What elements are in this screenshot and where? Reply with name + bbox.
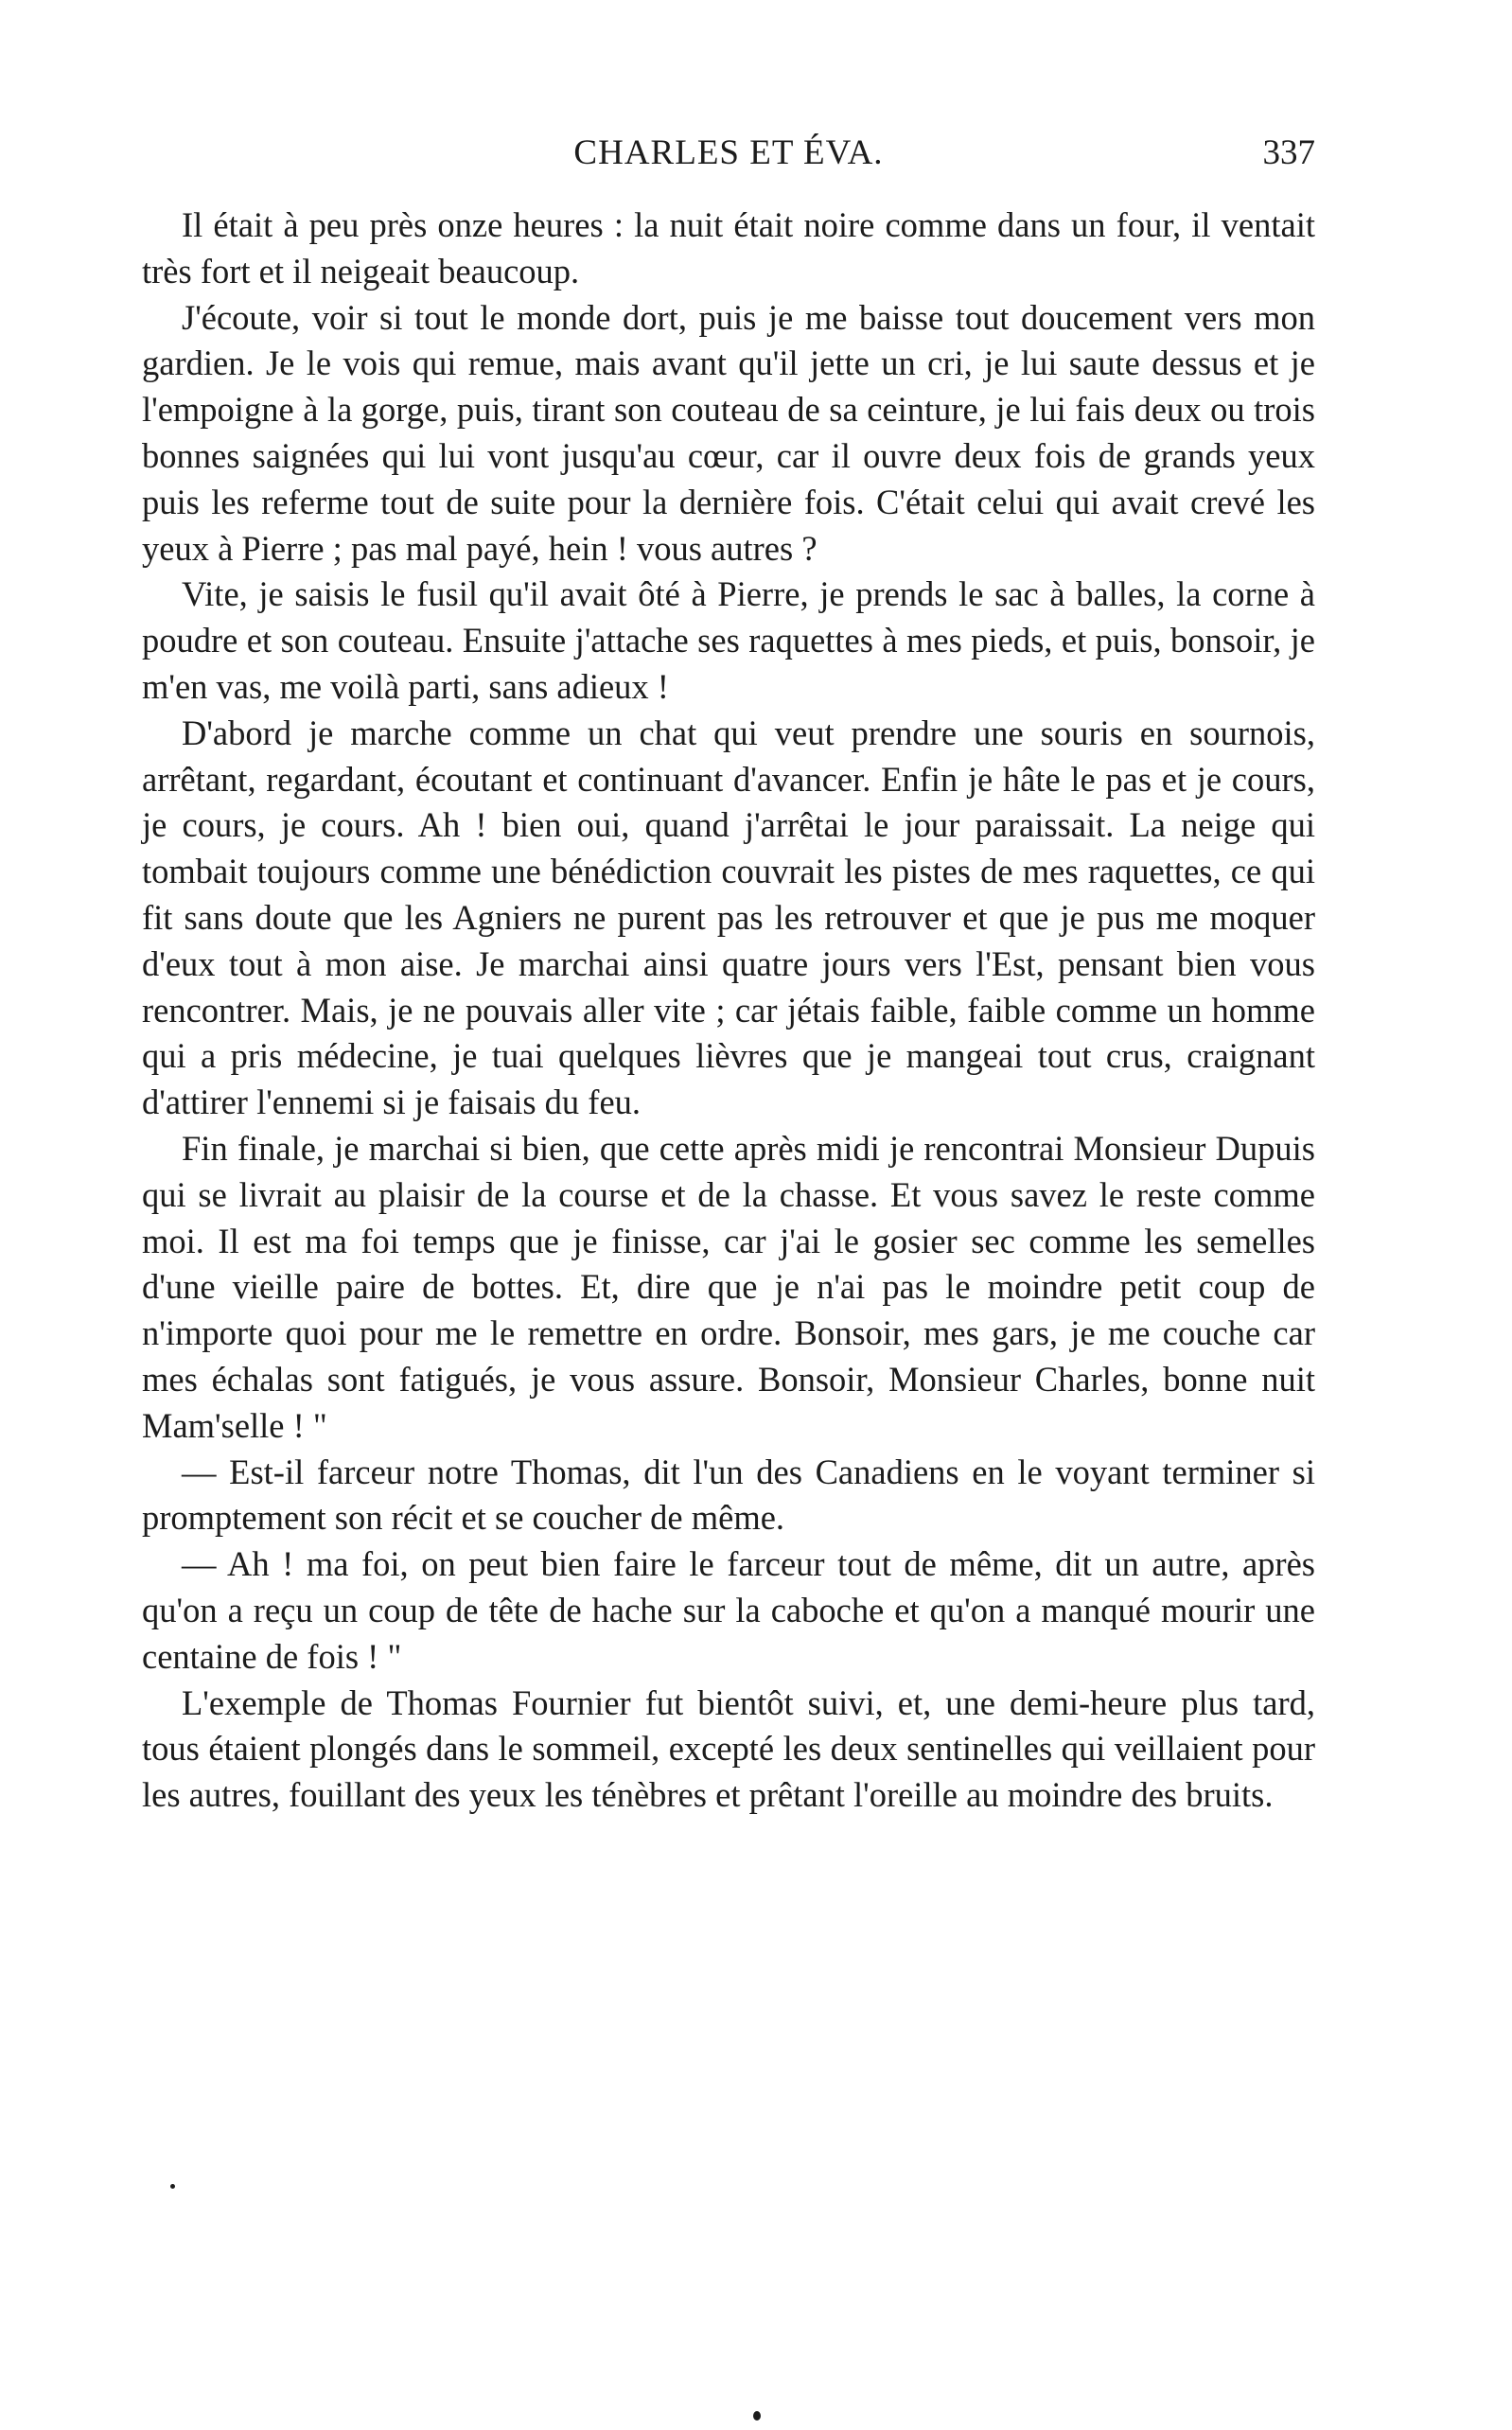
- book-page: [142, 132, 1315, 1819]
- running-head: [142, 132, 1315, 189]
- body-text: [142, 202, 1315, 1819]
- running-title: CHARLES ET ÉVA.: [573, 133, 884, 172]
- page-number: 337: [1262, 133, 1315, 172]
- paragraph: Il était à peu près onze heures : la nuit était noire comme dans un four, il ventait très fort et il neigeait beaucoup.: [142, 205, 1315, 291]
- paragraph: Fin finale, je marchai si bien, que cette après midi je rencontrai Monsieur Dupuis qui se livrait au plaisir de la course et de la chasse. Et vous savez le reste comme moi. Il est ma foi temps que je finisse, car j'ai le gosier sec comme les semelles d'une vieille paire de bottes. Et, dire que je n'ai pas le moindre petit coup de n'importe quoi pour me le remettre en ordre. Bonsoir, mes gars, je me couche car mes échalas sont fatigués, je vous assure. Bonsoir, Monsieur Charles, bonne nuit Mam'selle ! ": [142, 1128, 1315, 1445]
- paragraph: — Est-il farceur notre Thomas, dit l'un des Canadiens en le voyant terminer si promptement son récit et se coucher de même.: [142, 1452, 1315, 1538]
- paragraph: — Ah ! ma foi, on peut bien faire le farceur tout de même, dit un autre, après qu'on a reçu un coup de tête de hache sur la caboche et qu'on a manqué mourir une centaine de fois ! ": [142, 1544, 1315, 1676]
- ink-speck: [753, 2411, 761, 2421]
- paragraph: Vite, je saisis le fusil qu'il avait ôté à Pierre, je prends le sac à balles, la corne à poudre et son couteau. Ensuite j'attache ses raquettes à mes pieds, et puis, bonsoir, je m'en vas, me voilà parti, sans adieux !: [142, 574, 1315, 706]
- ink-speck: [170, 2184, 175, 2189]
- paragraph: D'abord je marche comme un chat qui veut prendre une souris en sournois, arrêtant, regardant, écoutant et continuant d'avancer. Enfin je hâte le pas et je cours, je cours, je cours. Ah ! bien oui, quand j'arrêtai le jour paraissait. La neige qui tombait toujours comme une bénédiction couvrait les pistes de mes raquettes, ce qui fit sans doute que les Agniers ne purent pas les retrouver et que je pus me moquer d'eux tout à mon aise. Je marchai ainsi quatre jours vers l'Est, pensant bien vous rencontrer. Mais, je ne pouvais aller vite ; car jétais faible, faible comme un homme qui a pris médecine, je tuai quelques lièvres que je mangeai tout crus, craignant d'attirer l'ennemi si je faisais du feu.: [142, 713, 1315, 1122]
- paragraph: J'écoute, voir si tout le monde dort, puis je me baisse tout doucement vers mon gardien. Je le vois qui remue, mais avant qu'il jette un cri, je lui saute dessus et je l'empoigne à la gorge, puis, tirant son couteau de sa ceinture, je lui fais deux ou trois bonnes saignées qui lui vont jusqu'au cœur, car il ouvre deux fois de grands yeux puis les referme tout de suite pour la dernière fois. C'était celui qui avait crevé les yeux à Pierre ; pas mal payé, hein ! vous autres ?: [142, 297, 1315, 568]
- paragraph: L'exemple de Thomas Fournier fut bientôt suivi, et, une demi-heure plus tard, tous étaient plongés dans le sommeil, excepté les deux sentinelles qui veillaient pour les autres, fouillant des yeux les ténèbres et prêtant l'oreille au moindre des bruits.: [142, 1682, 1315, 1815]
